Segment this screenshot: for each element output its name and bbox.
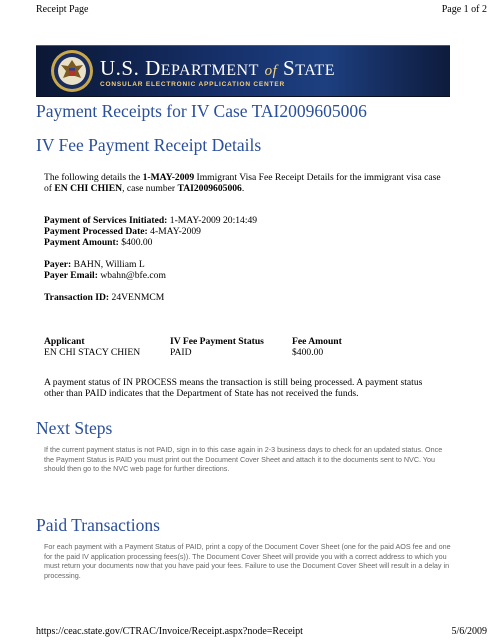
column-header-status: IV Fee Payment Status — [170, 336, 264, 347]
payer-name: Payer: BAHN, William L — [44, 259, 145, 270]
payer-email: Payer Email: wbahn@bfe.com — [44, 270, 166, 281]
paid-transactions-heading: Paid Transactions — [36, 515, 160, 535]
status-note: A payment status of IN PROCESS means the transaction is still being processed. A payment status other than PAID indicates that the Department of State has not received the funds. — [44, 377, 423, 399]
department-banner — [36, 45, 450, 97]
table-cell-applicant: EN CHI STACY CHIEN — [44, 347, 141, 358]
column-header-fee-amount: Fee Amount — [292, 336, 342, 347]
payment-amount: Payment Amount: $400.00 — [44, 237, 153, 248]
print-header-page-number: Page 1 of 2 — [441, 4, 487, 15]
print-footer-date: 5/6/2009 — [451, 626, 487, 637]
department-seal-icon — [50, 49, 94, 93]
receipt-details-heading: IV Fee Payment Receipt Details — [36, 135, 262, 155]
banner-subtitle: CONSULAR ELECTRONIC APPLICATION CENTER — [100, 81, 285, 88]
next-steps-heading: Next Steps — [36, 418, 113, 438]
paid-transactions-text: For each payment with a Payment Status of PAID, print a copy of the Document Cover Sheet (one for the paid AOS fee and one for the paid IV application processing fees(s)). The Document Cover Sheet will provide you with a correct address to which you must return your documents now that you have paid your fees. Failure to use the Document Cover Sheet will result in a delay in processing. — [44, 542, 451, 581]
intro-paragraph: The following details the 1-MAY-2009 Immigrant Visa Fee Receipt Details for the immigrant visa case of EN CHI CHIEN, case number TAI2009605006. — [44, 172, 441, 194]
transaction-id: Transaction ID: 24VENMCM — [44, 292, 165, 303]
payment-processed-date: Payment Processed Date: 4-MAY-2009 — [44, 226, 201, 237]
next-steps-text: If the current payment status is not PAID, sign in to this case again in 2-3 business days to check for an updated status. Once the Payment Status is PAID you must print out the Document Cover Sheet and attach it to the documents sent to NVC. You should then go to the NVC web page for further directions. — [44, 445, 443, 474]
table-cell-fee-amount: $400.00 — [292, 347, 324, 358]
banner-title: U.S. DEPARTMENT of STATE — [100, 56, 336, 80]
table-cell-status: PAID — [170, 347, 192, 358]
print-footer-url: https://ceac.state.gov/CTRAC/Invoice/Receipt.aspx?node=Receipt — [36, 626, 303, 637]
column-header-applicant: Applicant — [44, 336, 85, 347]
print-header-left: Receipt Page — [36, 4, 89, 15]
page-title: Payment Receipts for IV Case TAI2009605006 — [36, 101, 367, 121]
payment-initiated: Payment of Services Initiated: 1-MAY-2009 20:14:49 — [44, 215, 258, 226]
